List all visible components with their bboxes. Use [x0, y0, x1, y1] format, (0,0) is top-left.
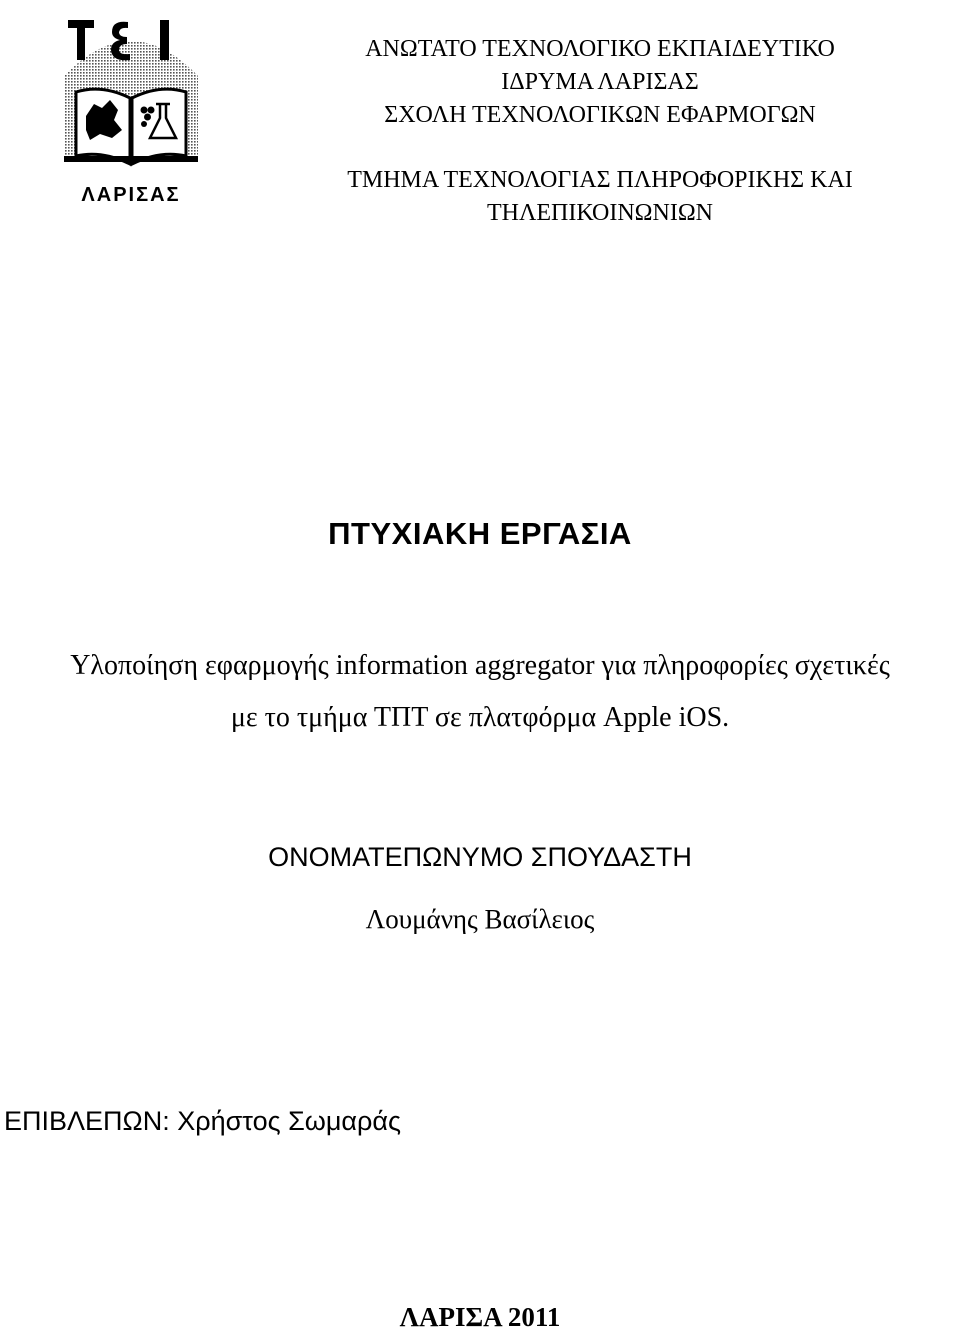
thesis-title-line: με το τμήμα ΤΠΤ σε πλατφόρμα Apple iOS.: [230, 702, 730, 733]
department-line: ΤΜΗΜΑ ΤΕΧΝΟΛΟΓΙΑΣ ΠΛΗΡΟΦΟΡΙΚΗΣ ΚΑΙ: [347, 167, 853, 193]
department-line: ΤΗΛΕΠΙΚΟΙΝΩΝΙΩΝ: [486, 200, 714, 226]
institution-line: ΙΔΡΥΜΑ ΛΑΡΙΣΑΣ: [501, 69, 699, 95]
supervisor-line: ΕΠΙΒΛΕΠΩΝ: Χρήστος Σωμαράς: [4, 1106, 402, 1136]
institution-line: ΣΧΟΛΗ ΤΕΧΝΟΛΟΓΙΚΩΝ ΕΦΑΡΜΟΓΩΝ: [384, 102, 816, 128]
thesis-title-line: Υλοποίηση εφαρμογής information aggregator για πληροφορίες σχετικές: [70, 650, 890, 681]
department-header: [270, 164, 930, 230]
tei-logo: [56, 6, 206, 212]
student-name: Λουμάνης Βασίλειος: [365, 904, 595, 934]
institution-header: [270, 33, 930, 132]
thesis-label: ΠΤΥΧΙΑΚΗ ΕΡΓΑΣΙΑ: [328, 516, 632, 551]
thesis-title: [0, 640, 960, 744]
student-label: ΟΝΟΜΑΤΕΠΩΝΥΜΟ ΣΠΟΥΔΑΣΤΗ: [268, 842, 692, 872]
institution-line: ΑΝΩΤΑΤΟ ΤΕΧΝΟΛΟΓΙΚΟ ΕΚΠΑΙΔΕΥΤΙΚΟ: [365, 36, 835, 62]
logo-city-label: ΛΑΡΙΣΑΣ: [81, 184, 181, 206]
city-year: ΛΑΡΙΣΑ 2011: [399, 1302, 561, 1332]
